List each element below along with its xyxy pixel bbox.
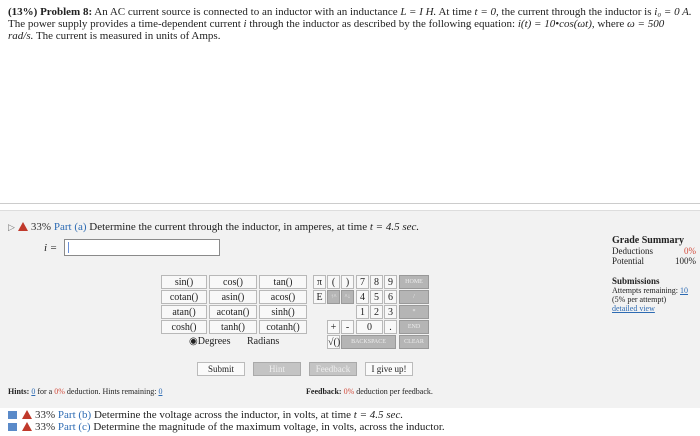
part-c-header[interactable] bbox=[8, 421, 445, 433]
feedback-percent: 0% bbox=[343, 387, 355, 396]
hints-line bbox=[8, 387, 162, 396]
initial-current-expr: i₀ = 0 A. bbox=[654, 6, 692, 18]
key-cotanh[interactable]: cotanh() bbox=[259, 320, 307, 334]
key-minus[interactable]: - bbox=[341, 320, 354, 334]
key-cotan[interactable]: cotan() bbox=[161, 290, 207, 304]
problem-text-1: An AC current source is connected to an inductor with an inductance bbox=[94, 6, 398, 18]
hints-label: Hints: bbox=[8, 387, 30, 396]
part-b-text: Determine the voltage across the inductor, in volts, at time bbox=[93, 409, 352, 421]
key-8[interactable]: 8 bbox=[370, 275, 383, 289]
potential-label: Potential bbox=[612, 256, 644, 266]
problem-text-7: The current is measured in units of Amps. bbox=[35, 30, 221, 42]
degrees-label: Degrees bbox=[197, 336, 231, 347]
problem-text-2: At time bbox=[438, 6, 472, 18]
warning-icon bbox=[22, 422, 32, 431]
hints-for-text: for a bbox=[37, 387, 53, 396]
key-divide[interactable]: / bbox=[399, 290, 429, 304]
key-acotan[interactable]: acotan() bbox=[209, 305, 257, 319]
part-b-time: t = 4.5 sec. bbox=[353, 409, 404, 421]
radians-label: Radians bbox=[247, 336, 280, 347]
expand-arrow-icon[interactable]: ▷ bbox=[8, 222, 15, 232]
omega-expr: ω = 500 rad/s. bbox=[8, 18, 665, 42]
key-open-paren[interactable]: ( bbox=[327, 275, 340, 289]
part-c-text: Determine the magnitude of the maximum voltage, in volts, across the inductor. bbox=[93, 421, 445, 433]
problem-statement bbox=[8, 6, 692, 42]
attempts-row bbox=[612, 286, 698, 295]
problem-text-6: where bbox=[597, 18, 625, 30]
part-c-percent: 33% bbox=[35, 421, 56, 433]
problem-text-3: the current through the inductor is bbox=[501, 6, 652, 18]
key-sin[interactable]: sin() bbox=[161, 275, 207, 289]
part-b-percent: 33% bbox=[35, 409, 56, 421]
key-tanh[interactable]: tanh() bbox=[209, 320, 257, 334]
problem-text-4: The power supply provides a time-dependent current bbox=[8, 18, 241, 30]
deductions-value: 0% bbox=[684, 246, 696, 256]
key-sqrt[interactable]: √() bbox=[328, 337, 341, 348]
key-cos[interactable]: cos() bbox=[209, 275, 257, 289]
key-subscript[interactable]: ^↓ bbox=[341, 290, 354, 304]
hints-count[interactable]: 0 bbox=[31, 387, 36, 396]
part-a-panel bbox=[0, 210, 700, 408]
key-cosh[interactable]: cosh() bbox=[161, 320, 207, 334]
key-sinh[interactable]: sinh() bbox=[259, 305, 307, 319]
hint-button[interactable]: Hint bbox=[253, 362, 301, 376]
key-3[interactable]: 3 bbox=[384, 305, 397, 319]
key-1[interactable]: 1 bbox=[356, 305, 369, 319]
submissions-title: Submissions bbox=[612, 276, 660, 286]
key-decimal[interactable]: . bbox=[384, 320, 397, 334]
part-a-label: Part (a) bbox=[53, 221, 87, 233]
current-variable: i bbox=[243, 18, 247, 30]
submit-button[interactable]: Submit bbox=[197, 362, 245, 376]
give-up-button[interactable]: I give up! bbox=[365, 362, 413, 376]
attempts-label: Attempts remaining: bbox=[612, 286, 678, 295]
key-asin[interactable]: asin() bbox=[209, 290, 257, 304]
key-plus[interactable]: + bbox=[327, 320, 340, 334]
warning-icon bbox=[22, 410, 32, 419]
key-4[interactable]: 4 bbox=[356, 290, 369, 304]
answer-label: i = bbox=[44, 242, 58, 254]
radians-option[interactable] bbox=[247, 336, 279, 347]
key-superscript[interactable]: ↑^ bbox=[327, 290, 340, 304]
hints-percent: 0% bbox=[54, 387, 65, 396]
part-a-header bbox=[8, 221, 419, 233]
per-attempt-text: (5% per attempt) bbox=[612, 295, 667, 304]
problem-label: (13%) Problem 8: bbox=[8, 6, 93, 18]
part-icon bbox=[8, 423, 17, 431]
part-b-header[interactable] bbox=[8, 409, 403, 421]
key-atan[interactable]: atan() bbox=[161, 305, 207, 319]
key-9[interactable]: 9 bbox=[384, 275, 397, 289]
home-button[interactable]: HOME bbox=[399, 275, 429, 289]
deductions-label: Deductions bbox=[612, 246, 653, 256]
key-e[interactable]: E bbox=[313, 290, 326, 304]
key-6[interactable]: 6 bbox=[384, 290, 397, 304]
warning-icon bbox=[18, 222, 28, 231]
end-button[interactable]: END bbox=[399, 320, 429, 334]
submissions-box bbox=[612, 277, 698, 313]
deductions-row bbox=[612, 246, 696, 256]
part-a-question: Determine the current through the inductor, in amperes, at time bbox=[89, 221, 368, 233]
current-equation: i(t) = 10•cos(ωt), bbox=[517, 18, 595, 30]
divider bbox=[0, 203, 700, 204]
hints-text: deduction. Hints remaining: bbox=[66, 387, 157, 396]
key-7[interactable]: 7 bbox=[356, 275, 369, 289]
feedback-button[interactable]: Feedback bbox=[309, 362, 357, 376]
clear-button[interactable]: CLEAR bbox=[399, 335, 429, 349]
potential-value: 100% bbox=[675, 256, 696, 266]
text-caret bbox=[68, 242, 69, 253]
potential-row bbox=[612, 256, 696, 266]
part-b-label: Part (b) bbox=[57, 409, 92, 421]
key-multiply[interactable]: * bbox=[399, 305, 429, 319]
key-close-paren[interactable]: ) bbox=[341, 275, 354, 289]
part-icon bbox=[8, 411, 17, 419]
degrees-option[interactable] bbox=[189, 336, 231, 347]
key-0[interactable]: 0 bbox=[356, 320, 383, 334]
part-a-percent: 33% bbox=[30, 221, 52, 233]
backspace-button[interactable]: BACKSPACE bbox=[341, 335, 396, 349]
key-pi[interactable]: π bbox=[313, 275, 326, 289]
key-5[interactable]: 5 bbox=[370, 290, 383, 304]
problem-text-5: through the inductor as described by the following equation: bbox=[249, 18, 516, 30]
detailed-view-link[interactable]: detailed view bbox=[612, 304, 655, 313]
grade-summary-title: Grade Summary bbox=[612, 235, 684, 246]
time-zero-expr: t = 0, bbox=[474, 6, 499, 18]
feedback-label: Feedback: bbox=[306, 387, 342, 396]
feedback-line bbox=[306, 387, 433, 396]
part-a-time: t = 4.5 sec. bbox=[369, 221, 420, 233]
grade-summary bbox=[612, 236, 696, 266]
inductance-expr: L = I H. bbox=[400, 6, 437, 18]
feedback-text: deduction per feedback. bbox=[356, 387, 433, 396]
hints-remaining[interactable]: 0 bbox=[158, 387, 163, 396]
attempts-value: 10 bbox=[680, 286, 688, 295]
key-tan[interactable]: tan() bbox=[259, 275, 307, 289]
radio-selected-icon: ◉ bbox=[189, 336, 198, 347]
part-c-label: Part (c) bbox=[57, 421, 91, 433]
answer-input[interactable] bbox=[64, 239, 220, 256]
key-acos[interactable]: acos() bbox=[259, 290, 307, 304]
key-2[interactable]: 2 bbox=[370, 305, 383, 319]
